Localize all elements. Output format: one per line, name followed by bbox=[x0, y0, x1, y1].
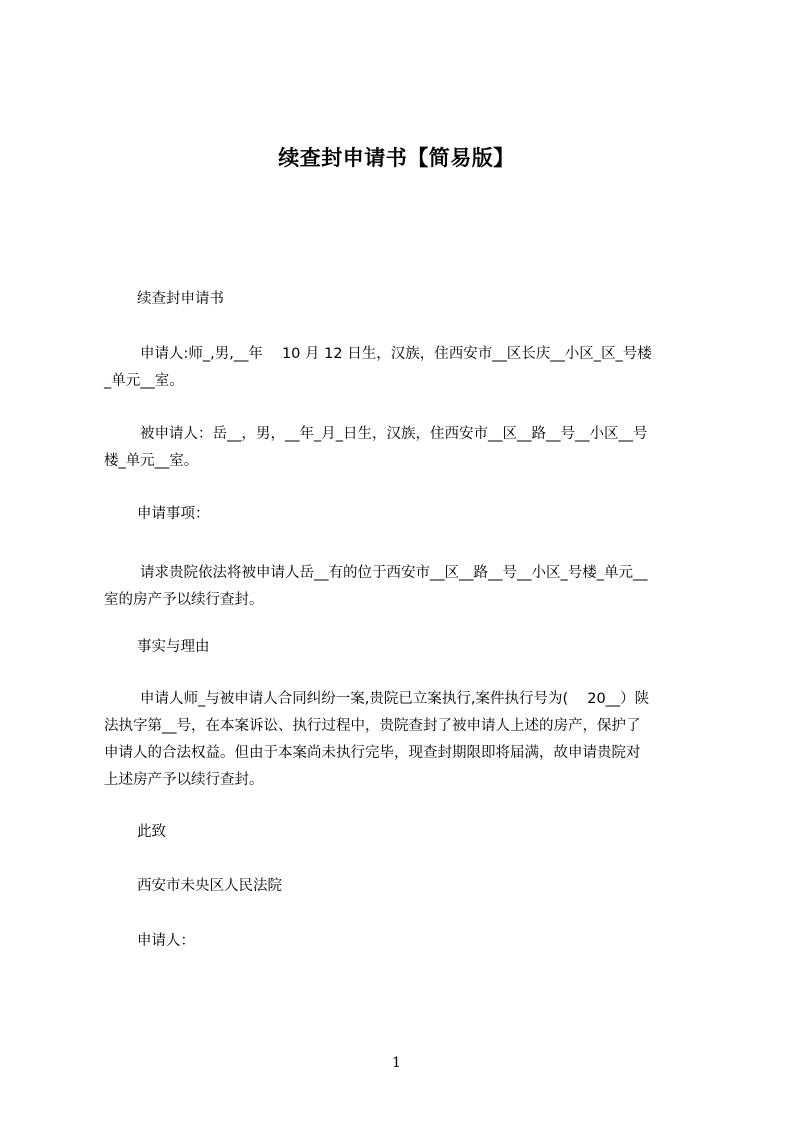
matters-heading: 申请事项： bbox=[137, 506, 210, 522]
closing-text: 此致 bbox=[137, 824, 166, 840]
respondent-paragraph bbox=[104, 421, 710, 475]
page-number: 1 bbox=[392, 1055, 401, 1071]
reasons-line-1: 申请人师_与被申请人合同纠纷一案,贵院已立案执行,案件执行号为( 20__）陕 bbox=[140, 691, 650, 707]
reasons-line-4: 上述房产予以续行查封。 bbox=[104, 772, 264, 788]
reasons-line-3: 申请人的合法权益。但由于本案尚未执行完毕，现查封期限即将届满，故申请贵院对 bbox=[104, 745, 641, 761]
respondent-line-1: 被申请人：岳__，男，__年_月_日生，汉族，住西安市__区__路__号__小区__号 bbox=[140, 426, 648, 442]
reasons-line-2: 法执字第__号，在本案诉讼、执行过程中，贵院查封了被申请人上述的房产，保护了 bbox=[104, 718, 641, 734]
reasons-paragraph bbox=[104, 686, 710, 794]
reasons-heading: 事实与理由 bbox=[137, 639, 210, 655]
applicant-line-1: 申请人:师_,男,__年 10 月 12 日生，汉族，住西安市__区长庆__小区_区_号楼 bbox=[140, 346, 652, 362]
matters-line-2: 室的房产予以续行查封。 bbox=[104, 592, 264, 608]
applicant-line-2: _单元__室。 bbox=[104, 373, 184, 389]
document-heading: 续查封申请书 bbox=[137, 291, 224, 307]
court-name: 西安市未央区人民法院 bbox=[137, 878, 282, 894]
document-title: 续查封申请书【简易版】 bbox=[278, 146, 515, 170]
applicant-paragraph bbox=[104, 341, 710, 395]
matters-paragraph bbox=[104, 560, 710, 614]
matters-line-1: 请求贵院依法将被申请人岳__有的位于西安市__区__路__号__小区_号楼_单元__ bbox=[140, 565, 648, 581]
signature-label: 申请人： bbox=[137, 933, 195, 949]
respondent-line-2: 楼_单元__室。 bbox=[104, 453, 199, 469]
